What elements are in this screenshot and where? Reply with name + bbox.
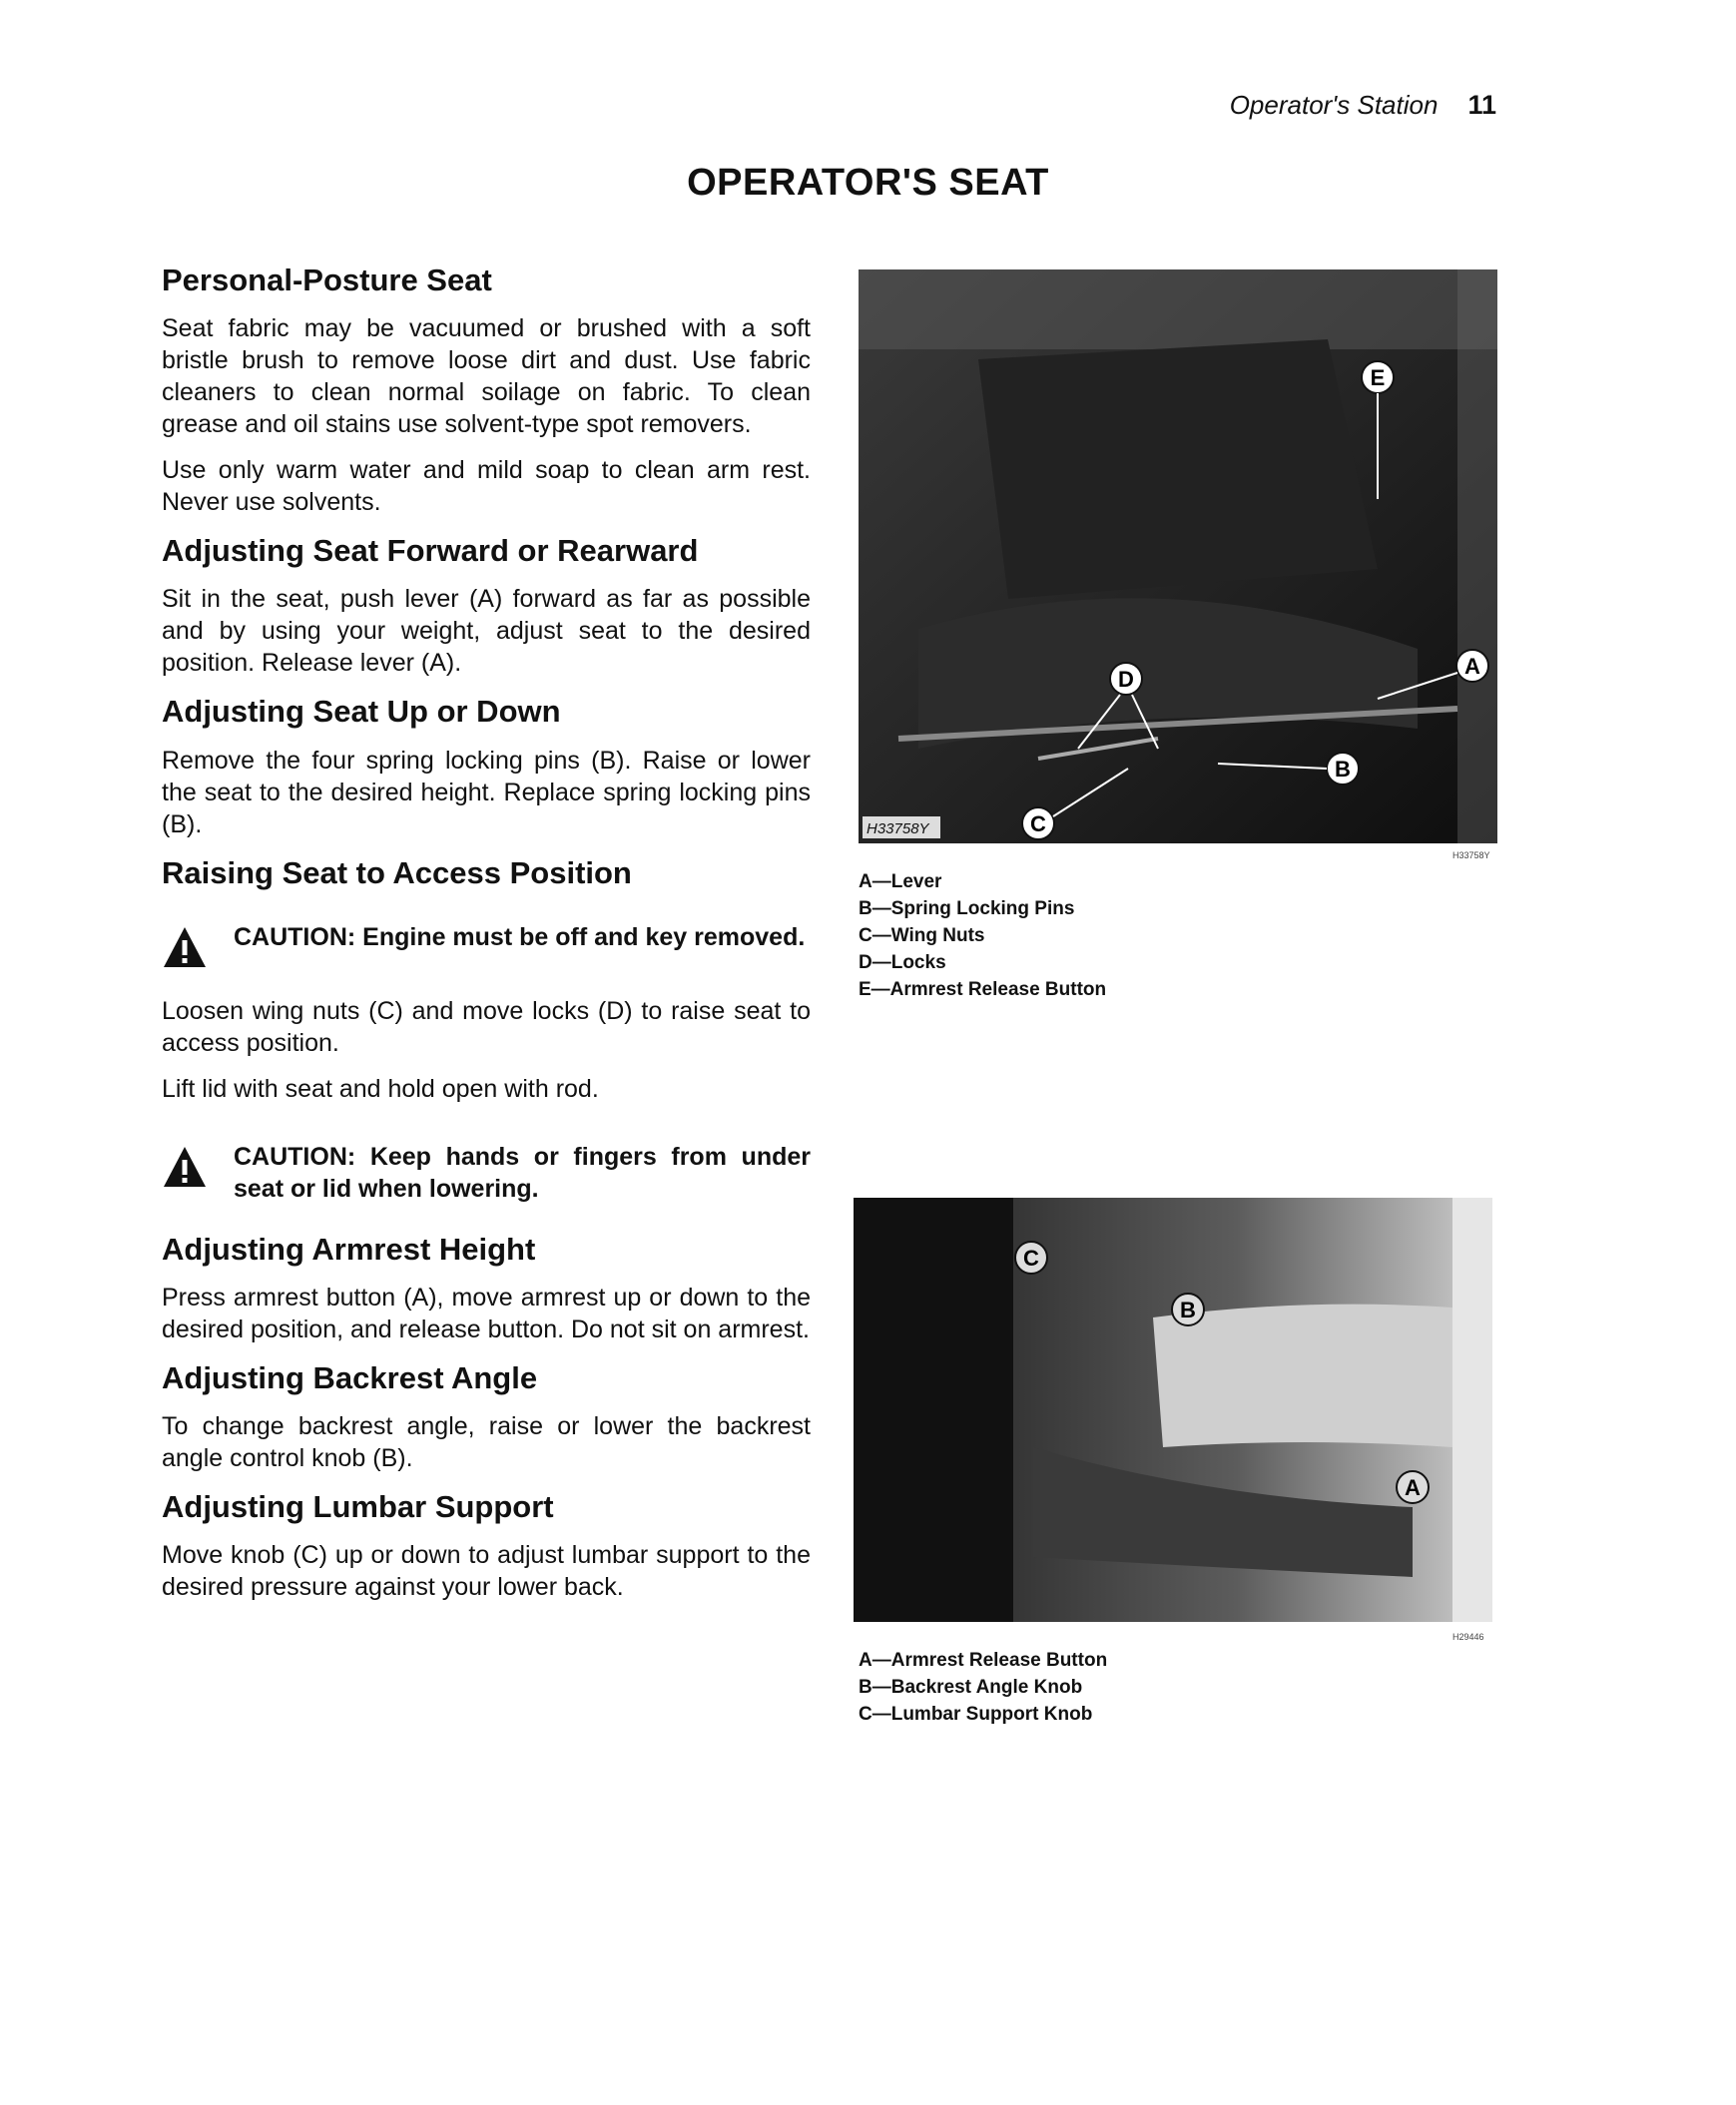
callout-c — [1015, 1242, 1047, 1274]
running-head — [1230, 90, 1496, 121]
plate-code: H33758Y — [867, 820, 929, 837]
heading-armrest: Adjusting Armrest Height — [162, 1231, 536, 1267]
legend-item: B—Spring Locking Pins — [859, 898, 1075, 919]
figure-2-photo — [854, 1198, 1492, 1622]
heading-access-position: Raising Seat to Access Position — [162, 854, 632, 890]
paragraph: Press armrest button (A), move armrest up or down to the desired position, and release button. Do not sit on armrest. — [162, 1283, 811, 1343]
callout-letter-a: A — [1405, 1475, 1421, 1500]
paragraph: Loosen wing nuts (C) and move locks (D) to raise seat to access position. — [162, 996, 811, 1057]
callout-b — [1172, 1294, 1204, 1325]
callout-a — [1397, 1471, 1429, 1503]
figure-2-legend — [859, 1647, 1107, 1728]
running-head-section: Operator's Station — [1229, 90, 1439, 120]
figure-1-photo — [859, 269, 1497, 843]
legend-item: C—Lumbar Support Knob — [859, 1704, 1093, 1725]
heading-up-down: Adjusting Seat Up or Down — [162, 694, 561, 730]
heading-backrest: Adjusting Backrest Angle — [162, 1359, 538, 1395]
caution-box — [162, 921, 811, 969]
seat-photo-illustration — [859, 269, 1497, 843]
section-lumbar — [162, 1488, 811, 1603]
paragraph: Seat fabric may be vacuumed or brushed with a soft bristle brush to remove loose dirt and dust. Use fabric cleaners to clean normal soilage on fabric. To clean grease and oil stains use solvent-type spot removers. — [162, 314, 811, 439]
legend-item: D—Locks — [859, 952, 946, 973]
callout-letter-a: A — [1464, 654, 1480, 679]
legend-item: A—Armrest Release Button — [859, 1650, 1108, 1671]
caution-text: CAUTION: Engine must be off and key removed. — [234, 922, 806, 951]
caution-box — [162, 1141, 811, 1205]
heading-lumbar: Adjusting Lumbar Support — [162, 1489, 554, 1525]
callout-letter-c: C — [1030, 811, 1046, 836]
section-armrest — [162, 1231, 811, 1345]
callout-letter-b: B — [1335, 757, 1351, 782]
legend-item: A—Lever — [859, 871, 942, 892]
page-number: 11 — [1467, 90, 1496, 120]
paragraph: Use only warm water and mild soap to clean arm rest. Never use solvents. — [162, 456, 811, 517]
paragraph: Move knob (C) up or down to adjust lumbar support to the desired pressure against your lower back. — [162, 1541, 811, 1602]
legend-item: B—Backrest Angle Knob — [859, 1677, 1083, 1698]
paragraph: Remove the four spring locking pins (B). Raise or lower the seat to the desired height. Replace spring locking pins (B). — [162, 746, 811, 838]
callout-letter-c: C — [1023, 1246, 1039, 1271]
armrest-photo-illustration — [854, 1198, 1492, 1622]
caution-text: CAUTION: Keep hands or fingers from under seat or lid when lowering. — [234, 1142, 811, 1203]
page-title: OPERATOR'S SEAT — [687, 162, 1049, 204]
section-up-down — [162, 693, 811, 839]
callout-letter-e: E — [1370, 365, 1386, 390]
section-access-position — [162, 854, 811, 1205]
heading-personal-posture: Personal-Posture Seat — [162, 263, 492, 297]
warning-triangle-icon — [162, 925, 208, 969]
section-forward-rearward — [162, 532, 811, 679]
figure-1-legend — [859, 868, 1106, 1003]
section-personal-posture — [162, 262, 811, 518]
warning-triangle-icon — [162, 1145, 208, 1189]
legend-item: C—Wing Nuts — [859, 925, 985, 946]
figure-1-code: H33758Y — [1452, 850, 1490, 860]
callout-letter-d: D — [1118, 667, 1134, 692]
heading-forward-rearward: Adjusting Seat Forward or Rearward — [162, 533, 699, 569]
paragraph: Sit in the seat, push lever (A) forward as far as possible and by using your weight, adjust seat to the desired position. Release lever (A). — [162, 585, 811, 678]
body-text-column — [162, 262, 811, 1617]
figure-2-code: H29446 — [1452, 1632, 1484, 1642]
section-backrest — [162, 1359, 811, 1474]
paragraph: To change backrest angle, raise or lower the backrest angle control knob (B). — [162, 1412, 811, 1473]
paragraph: Lift lid with seat and hold open with rod. — [162, 1074, 599, 1103]
callout-letter-b: B — [1180, 1298, 1196, 1322]
legend-item: E—Armrest Release Button — [859, 979, 1107, 1000]
